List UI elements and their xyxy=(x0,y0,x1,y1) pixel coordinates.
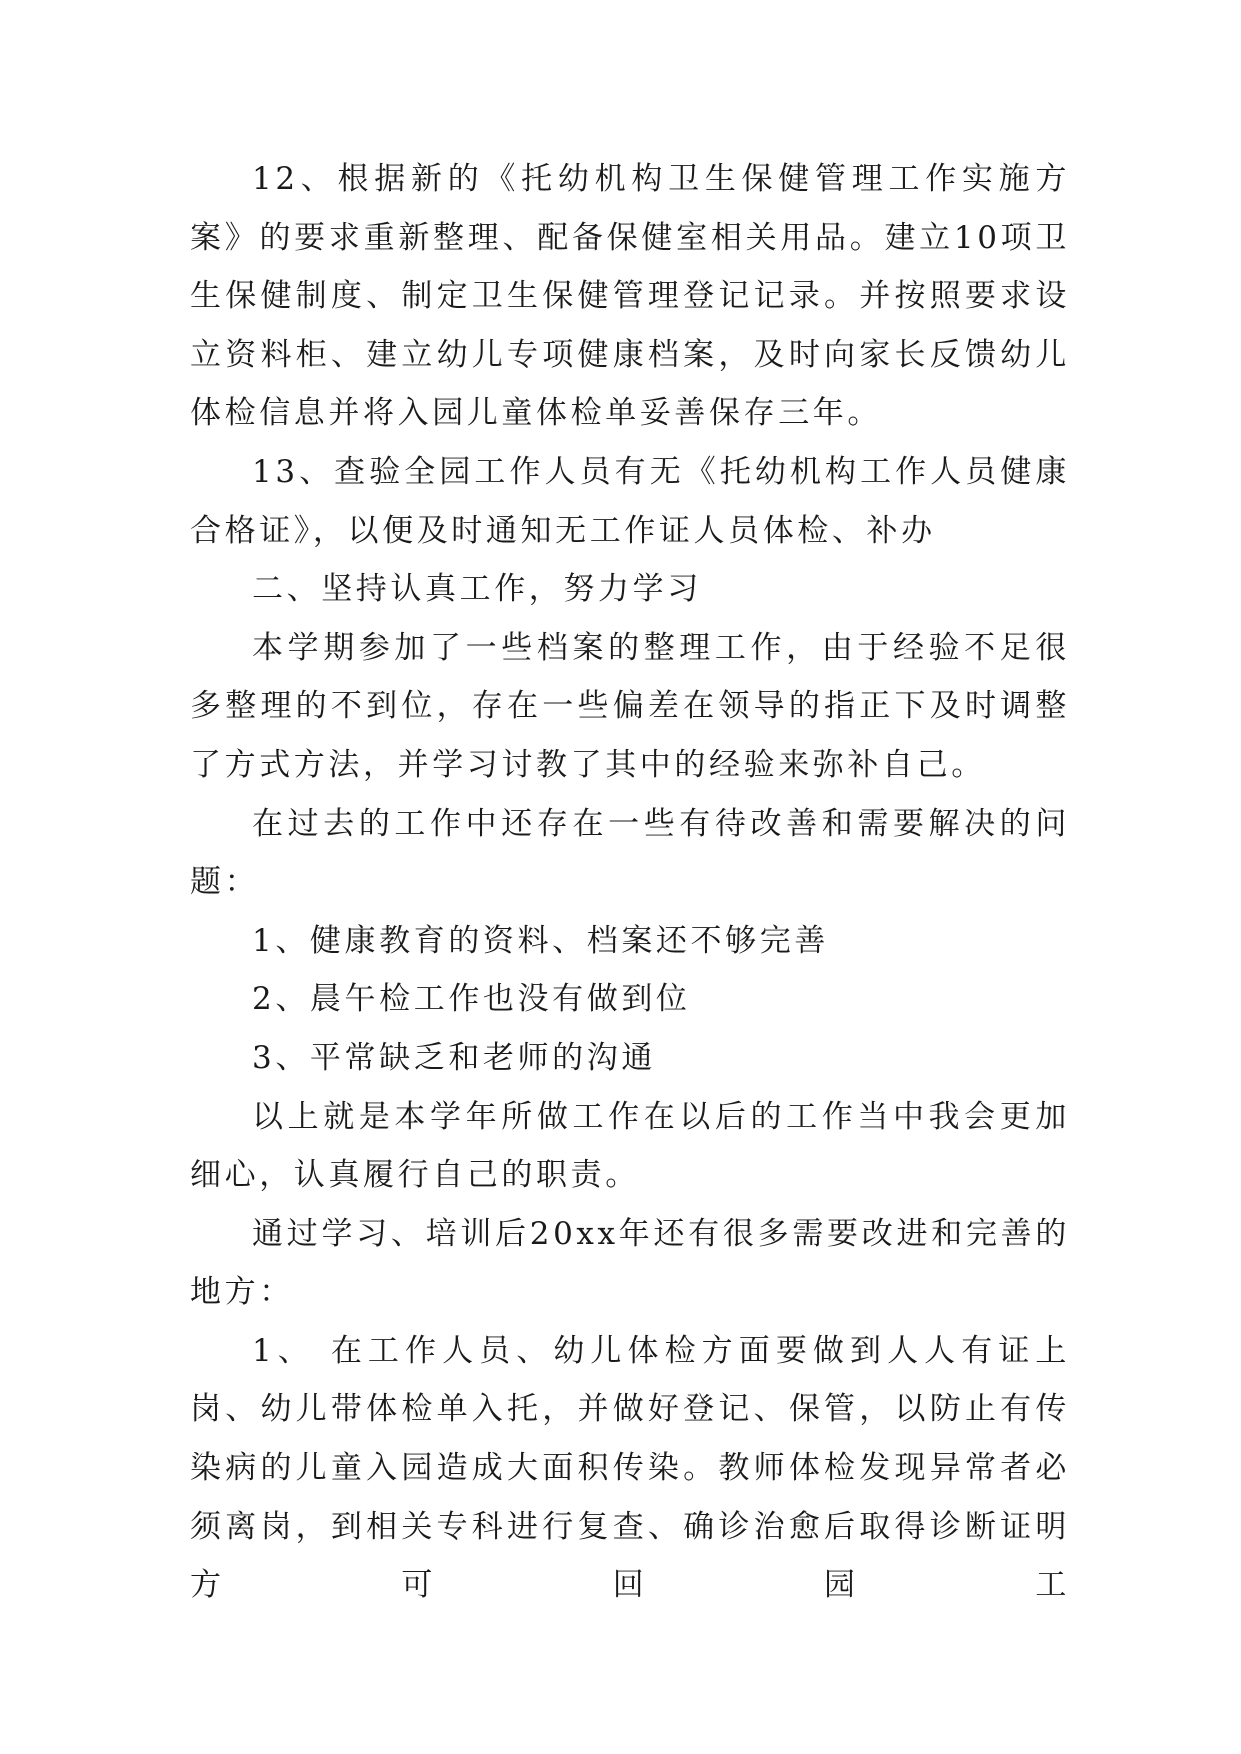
section-heading-2: 二、坚持认真工作，努力学习 xyxy=(252,571,702,608)
paragraph-summary: 以上就是本学年所做工作在以后的工作当中我会更加细心，认真履行自己的职责。 xyxy=(190,1098,1070,1194)
document-page xyxy=(190,150,1070,1615)
improvement-item-1: 1、 在工作人员、幼儿体检方面要做到人人有证上岗、幼儿带体检单入托，并做好登记、保管，以防止有传染病的儿童入园造成大面积传染。教师体检发现异常者必须离岗，到相关专科进行复查、确诊治愈后取得诊断证明方可回园工 xyxy=(190,1332,1070,1604)
paragraph-problems-intro: 在过去的工作中还存在一些有待改善和需要解决的问题： xyxy=(190,805,1070,901)
paragraph-archive-work: 本学期参加了一些档案的整理工作，由于经验不足很多整理的不到位，存在一些偏差在领导的指正下及时调整了方式方法，并学习讨教了其中的经验来弥补自己。 xyxy=(190,629,1070,783)
problem-item-1: 1、健康教育的资料、档案还不够完善 xyxy=(252,922,829,959)
problem-item-2: 2、晨午检工作也没有做到位 xyxy=(252,981,691,1018)
paragraph-improvements-intro: 通过学习、培训后20xx年还有很多需要改进和完善的地方： xyxy=(190,1215,1070,1311)
paragraph-item-13: 13、查验全园工作人员有无《托幼机构工作人员健康合格证》，以便及时通知无工作证人员体检、补办 xyxy=(190,453,1070,549)
problem-item-3: 3、平常缺乏和老师的沟通 xyxy=(252,1039,656,1076)
paragraph-item-12: 12、根据新的《托幼机构卫生保健管理工作实施方案》的要求重新整理、配备保健室相关用品。建立10项卫生保健制度、制定卫生保健管理登记记录。并按照要求设立资料柜、建立幼儿专项健康档案，及时向家长反馈幼儿体检信息并将入园儿童体检单妥善保存三年。 xyxy=(190,161,1070,432)
